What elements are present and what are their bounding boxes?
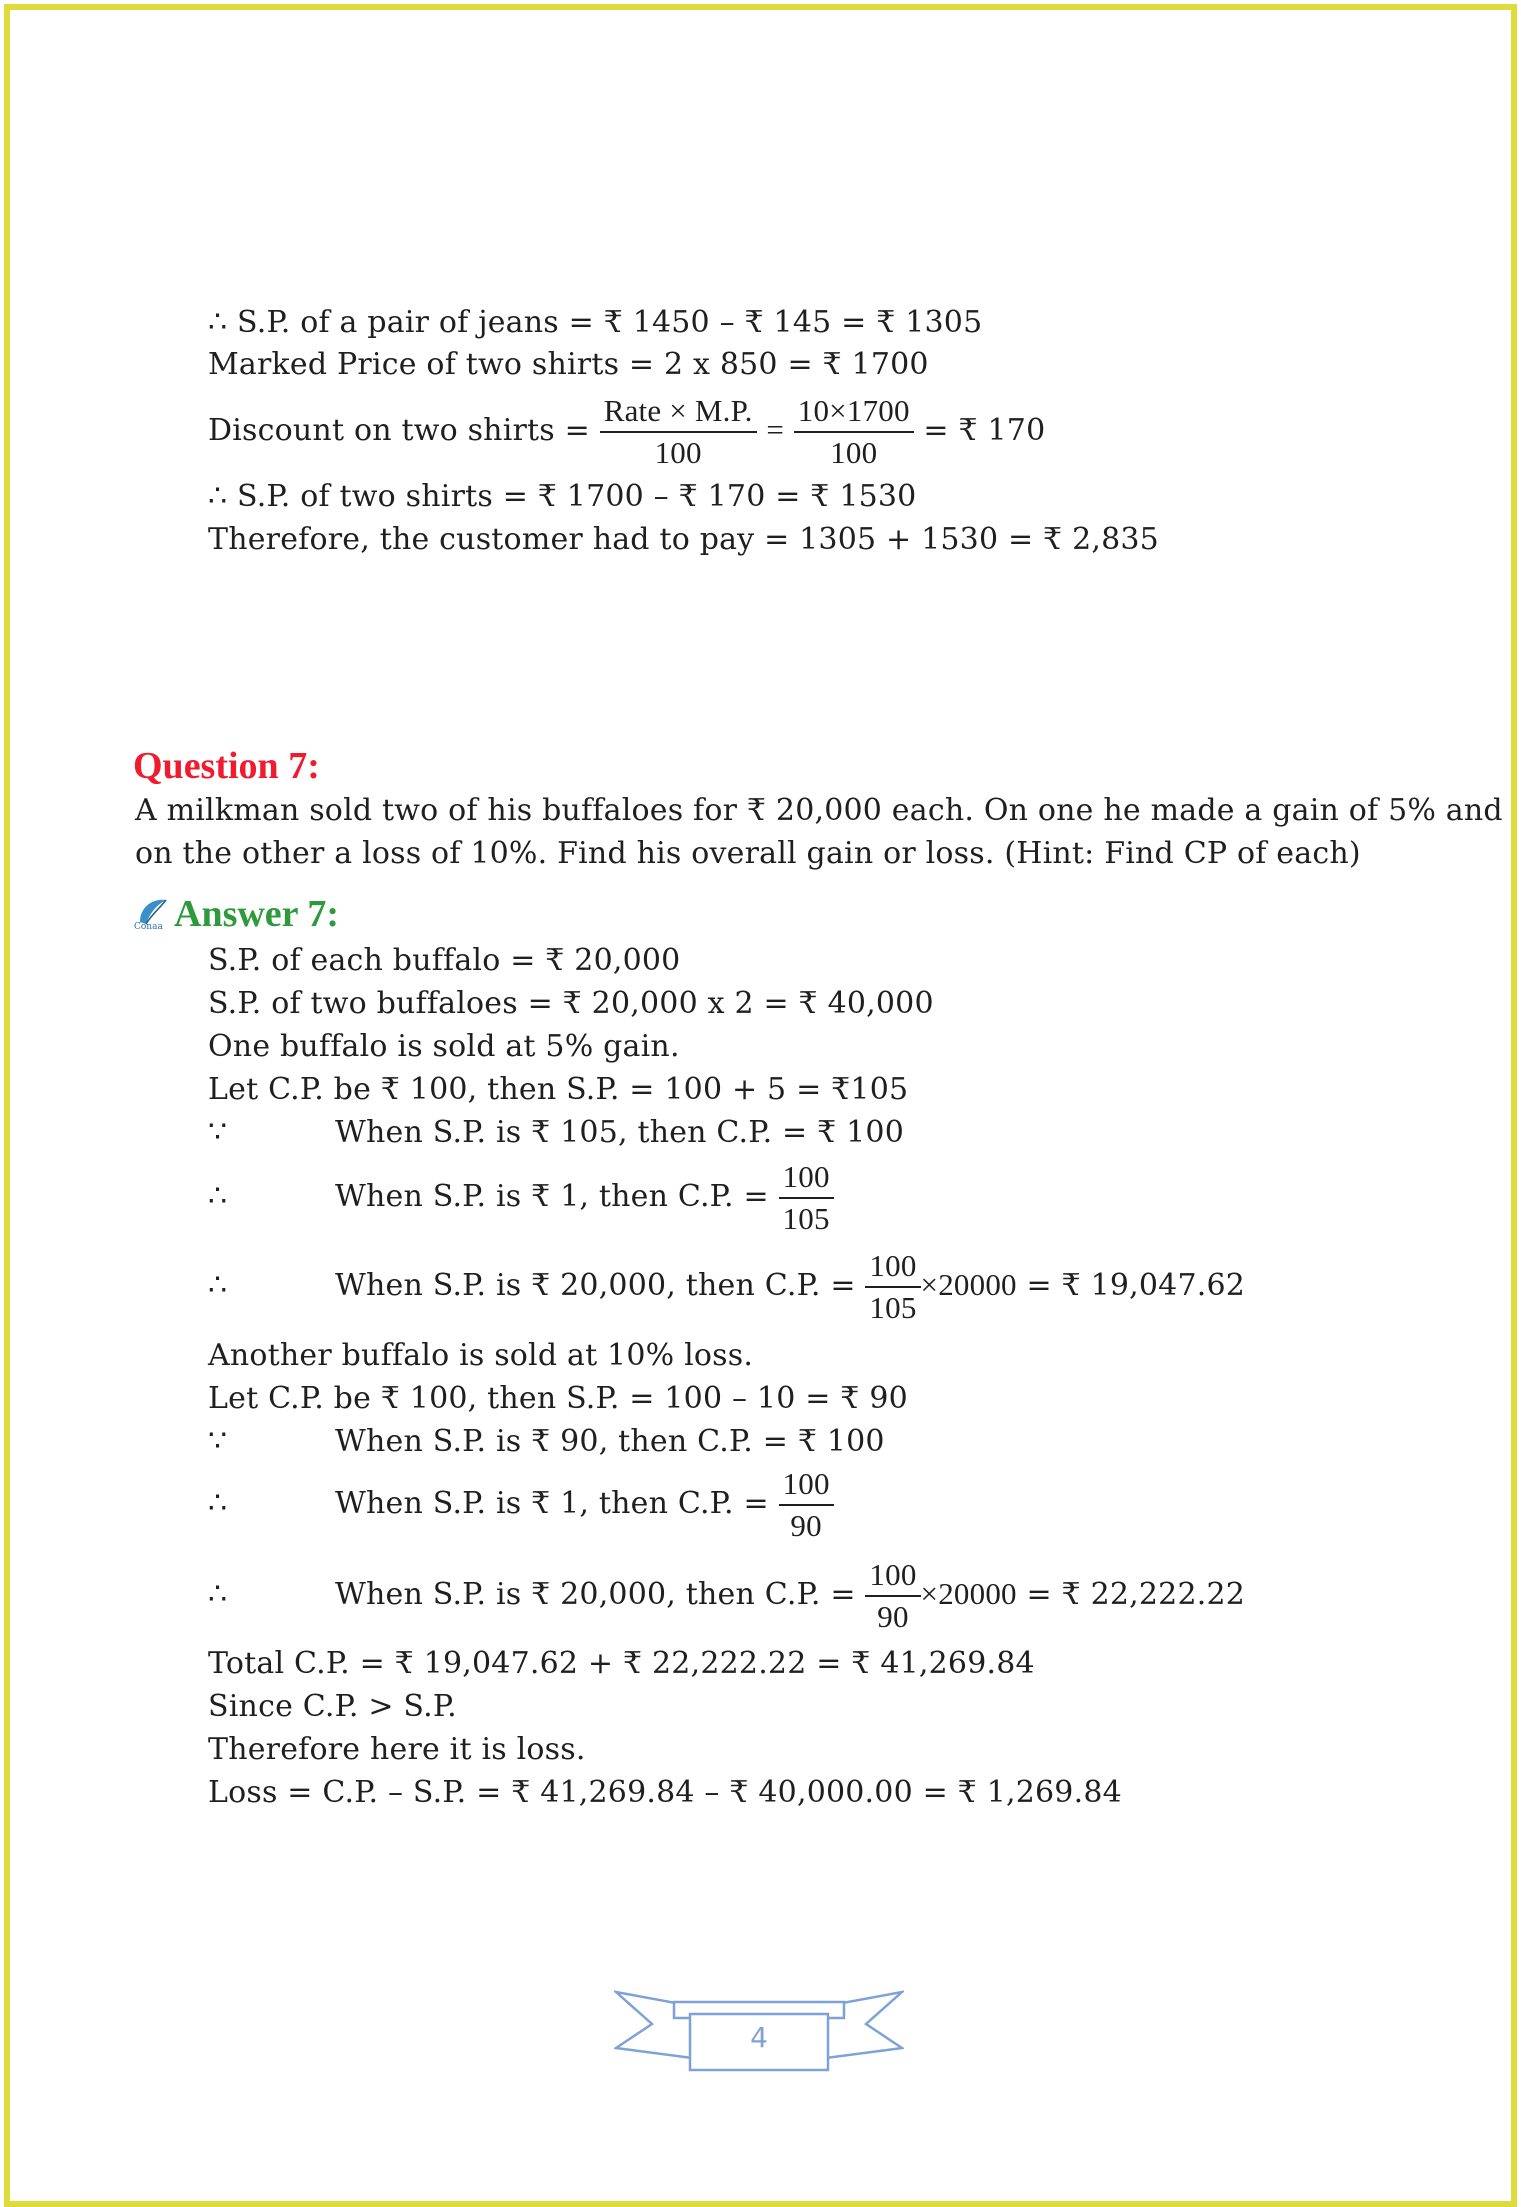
equals-sign: = [766, 412, 785, 447]
answer-line-therefore-loss: Therefore here it is loss. [208, 1732, 586, 1767]
answer-line-cp-gain-buffalo [208, 1245, 1245, 1328]
fraction-denominator: 90 [790, 1508, 822, 1543]
answer-line-since-105 [208, 1113, 904, 1153]
fraction-numerator: 100 [865, 1246, 920, 1288]
therefore-symbol: ∴ [208, 1577, 228, 1612]
page-number: 4 [750, 2020, 768, 2054]
fraction-100-90 [865, 1555, 920, 1637]
multiplier: ×20000 [920, 1576, 1017, 1611]
svg-text:Conaa: Conaa [134, 922, 163, 930]
answer-line-gain: One buffalo is sold at 5% gain. [208, 1029, 680, 1064]
fraction-numerator: 10×1700 [794, 391, 914, 433]
discount-label: Discount on two shirts = [208, 413, 600, 448]
answer-line-cp-loss-buffalo [208, 1554, 1245, 1637]
question-text-line-1: A milkman sold two of his buffaloes for ₹ 20,000 each. On one he made a gain of 5% and [135, 793, 1503, 828]
answer-line-loss-value: Loss = C.P. – S.P. = ₹ 41,269.84 – ₹ 40,000.00 = ₹ 1,269.84 [208, 1775, 1122, 1810]
answer-line-sp-each: S.P. of each buffalo = ₹ 20,000 [208, 943, 681, 978]
answer-line-since-cp-sp: Since C.P. > S.P. [208, 1689, 457, 1724]
answer-line-total-cp: Total C.P. = ₹ 19,047.62 + ₹ 22,222.22 = ₹ 41,269.84 [208, 1646, 1035, 1681]
fraction-numerator: Rate × M.P. [600, 391, 757, 433]
fraction-100-105 [779, 1157, 834, 1239]
discount-result: = ₹ 170 [923, 413, 1046, 448]
fraction-denominator: 100 [654, 435, 702, 470]
result-value: = ₹ 22,222.22 [1026, 1577, 1246, 1612]
prev-line-discount [208, 390, 1045, 473]
fraction-100-105 [865, 1246, 920, 1328]
page-number-ribbon [614, 1988, 904, 2074]
question-heading: Question 7: [133, 745, 320, 787]
answer-line-sp-two: S.P. of two buffaloes = ₹ 20,000 x 2 = ₹ 40,000 [208, 986, 934, 1021]
fraction-10x1700 [794, 391, 914, 473]
answer-heading: Answer 7: [174, 893, 340, 935]
fraction-100-90 [779, 1464, 834, 1546]
answer-line-sp1-gain [208, 1157, 834, 1239]
therefore-symbol: ∴ [208, 1486, 228, 1521]
because-symbol: ∵ [208, 1424, 228, 1459]
prev-line-sp-shirts: ∴ S.P. of two shirts = ₹ 1700 – ₹ 170 = ₹ 1530 [208, 479, 917, 514]
fraction-numerator: 100 [779, 1157, 834, 1199]
statement-text: When S.P. is ₹ 1, then C.P. = [335, 1179, 779, 1214]
statement-text: When S.P. is ₹ 105, then C.P. = ₹ 100 [335, 1115, 904, 1150]
prev-line-marked-price: Marked Price of two shirts = 2 x 850 = ₹ 1700 [208, 347, 929, 382]
answer-line-sp1-loss [208, 1464, 834, 1546]
answer-line-since-90 [208, 1422, 885, 1462]
multiplier: ×20000 [920, 1267, 1017, 1302]
fraction-denominator: 90 [877, 1599, 909, 1634]
statement-text: When S.P. is ₹ 1, then C.P. = [335, 1486, 779, 1521]
fraction-denominator: 105 [869, 1290, 917, 1325]
fraction-denominator: 105 [782, 1201, 830, 1236]
statement-text: When S.P. is ₹ 20,000, then C.P. = [335, 1577, 866, 1612]
fraction-numerator: 100 [865, 1555, 920, 1597]
statement-text: When S.P. is ₹ 90, then C.P. = ₹ 100 [335, 1424, 885, 1459]
fraction-numerator: 100 [779, 1464, 834, 1506]
statement-text: When S.P. is ₹ 20,000, then C.P. = [335, 1268, 866, 1303]
therefore-symbol: ∴ [208, 1179, 228, 1214]
prev-line-sp-jeans: ∴ S.P. of a pair of jeans = ₹ 1450 – ₹ 145 = ₹ 1305 [208, 305, 983, 340]
prev-line-customer-pay: Therefore, the customer had to pay = 1305 + 1530 = ₹ 2,835 [208, 522, 1159, 557]
fraction-denominator: 100 [830, 435, 878, 470]
fraction-rate-mp [600, 391, 757, 473]
result-value: = ₹ 19,047.62 [1026, 1268, 1246, 1303]
answer-line-loss: Another buffalo is sold at 10% loss. [208, 1338, 754, 1373]
therefore-symbol: ∴ [208, 1268, 228, 1303]
question-text-line-2: on the other a loss of 10%. Find his overall gain or loss. (Hint: Find CP of each) [135, 836, 1361, 871]
because-symbol: ∵ [208, 1115, 228, 1150]
answer-line-let-cp-gain: Let C.P. be ₹ 100, then S.P. = 100 + 5 = ₹105 [208, 1072, 909, 1107]
answer-logo-icon [134, 896, 170, 930]
answer-line-let-cp-loss: Let C.P. be ₹ 100, then S.P. = 100 – 10 = ₹ 90 [208, 1381, 908, 1416]
